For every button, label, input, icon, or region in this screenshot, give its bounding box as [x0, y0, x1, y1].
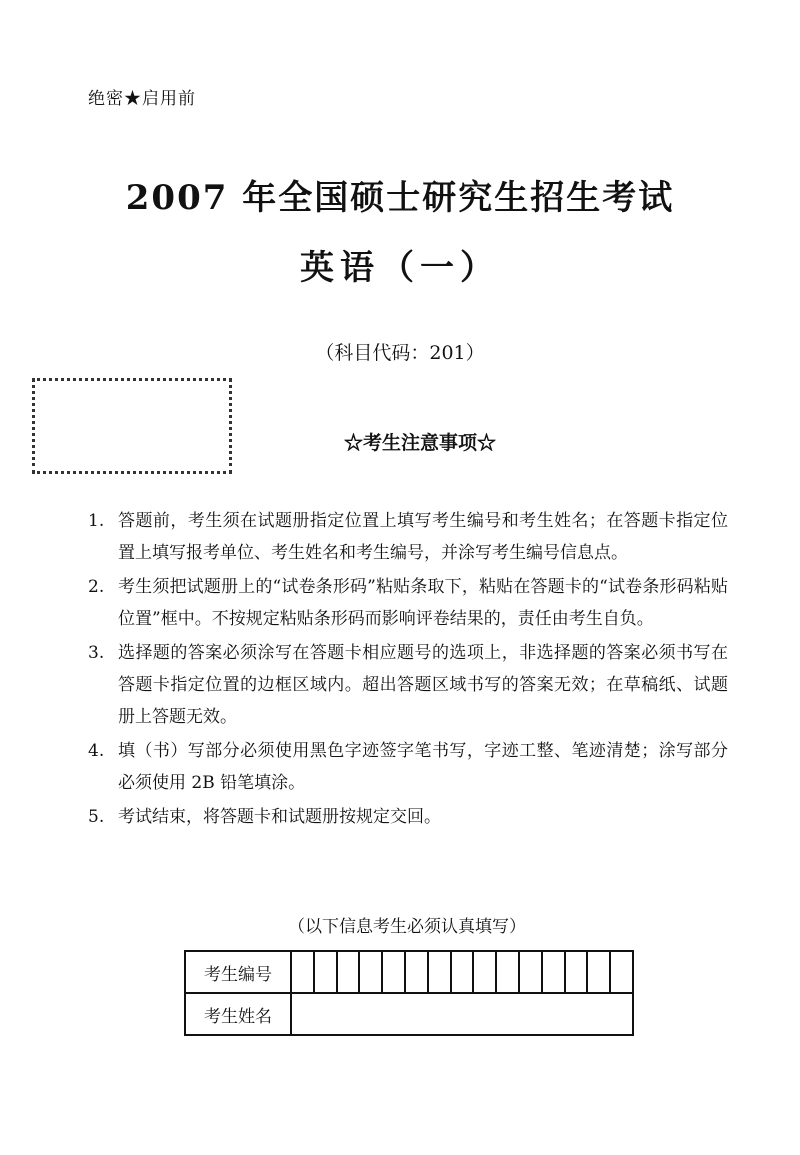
- instruction-number: 1.: [88, 511, 105, 531]
- candidate-number-digit-box[interactable]: [405, 951, 428, 993]
- instruction-text: 考试结束，将答题卡和试题册按规定交回。: [118, 807, 441, 827]
- page-subtitle: 英语（一）: [300, 248, 500, 288]
- instruction-text: 考生须把试题册上的“试卷条形码”粘贴条取下，粘贴在答题卡的“试卷条形码粘贴位置”框中。不按规定粘贴条形码而影响评卷结果的，责任由考生自负。: [118, 577, 728, 629]
- candidate-number-digit-box[interactable]: [496, 951, 519, 993]
- candidate-info-table: [184, 950, 634, 1036]
- subject-code: （科目代码：201）: [315, 342, 485, 364]
- info-caption: （以下信息考生必须认真填写）: [288, 917, 526, 937]
- instruction-item: [88, 571, 728, 635]
- notice-heading: ☆考生注意事项☆: [343, 432, 496, 454]
- candidate-number-digit-box[interactable]: [451, 951, 474, 993]
- instruction-text: 填（书）写部分必须使用黑色字迹签字笔书写，字迹工整、笔迹清楚；涂写部分必须使用 2B 铅笔填涂。: [118, 741, 728, 793]
- candidate-number-digit-box[interactable]: [610, 951, 633, 993]
- instruction-text: 选择题的答案必须涂写在答题卡相应题号的选项上，非选择题的答案必须书写在答题卡指定位置的边框区域内。超出答题区域书写的答案无效；在草稿纸、试题册上答题无效。: [118, 643, 728, 727]
- candidate-number-label: 考生编号: [185, 951, 291, 993]
- candidate-number-digit-box[interactable]: [565, 951, 588, 993]
- candidate-number-digit-box[interactable]: [428, 951, 451, 993]
- candidate-number-digit-box[interactable]: [337, 951, 360, 993]
- instruction-number: 3.: [88, 643, 105, 663]
- candidate-number-digit-box[interactable]: [359, 951, 382, 993]
- instruction-item: [88, 735, 728, 799]
- instruction-number: 5.: [88, 807, 105, 827]
- candidate-name-row: [185, 993, 633, 1035]
- candidate-number-digit-box[interactable]: [542, 951, 565, 993]
- candidate-number-digit-box[interactable]: [291, 951, 314, 993]
- candidate-number-digit-box[interactable]: [587, 951, 610, 993]
- classification-label: 绝密★启用前: [88, 89, 196, 109]
- barcode-area: [32, 378, 232, 474]
- instruction-item: [88, 801, 728, 833]
- candidate-number-digit-box[interactable]: [314, 951, 337, 993]
- page-title: 2007 年全国硕士研究生招生考试: [125, 178, 675, 218]
- candidate-name-field[interactable]: [291, 993, 633, 1035]
- candidate-number-digit-box[interactable]: [519, 951, 542, 993]
- instruction-list: [88, 505, 728, 835]
- instruction-text: 答题前，考生须在试题册指定位置上填写考生编号和考生姓名；在答题卡指定位置上填写报考单位、考生姓名和考生编号，并涂写考生编号信息点。: [118, 511, 728, 563]
- candidate-name-label: 考生姓名: [185, 993, 291, 1035]
- instruction-number: 2.: [88, 577, 105, 597]
- candidate-number-digit-box[interactable]: [473, 951, 496, 993]
- instruction-item: [88, 637, 728, 733]
- candidate-number-digit-box[interactable]: [382, 951, 405, 993]
- candidate-number-row: [185, 951, 633, 993]
- instruction-number: 4.: [88, 741, 105, 761]
- instruction-item: [88, 505, 728, 569]
